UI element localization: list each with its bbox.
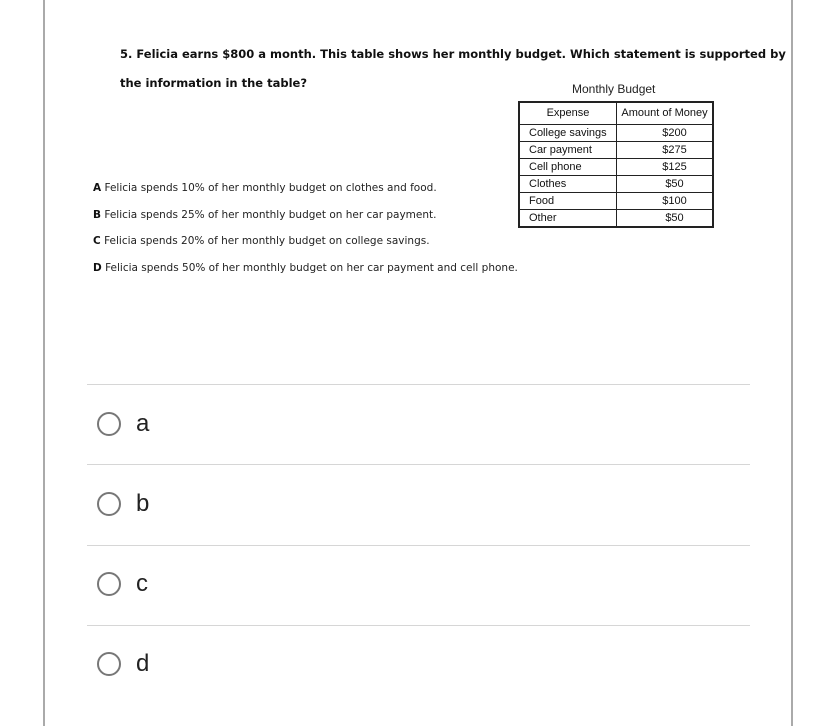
amount-cell: $125 (617, 159, 714, 176)
answer-label: b (136, 490, 150, 517)
divider (87, 545, 750, 546)
table-row (519, 176, 713, 193)
divider (87, 384, 750, 385)
choice-c (93, 235, 430, 247)
answer-option-a[interactable] (97, 404, 149, 444)
choice-a (93, 182, 437, 194)
radio-button[interactable] (97, 412, 121, 436)
choice-letter: D (93, 262, 102, 274)
expense-cell: Clothes (519, 176, 617, 193)
choice-letter: A (93, 182, 102, 194)
choice-b (93, 209, 436, 221)
table-row (519, 159, 713, 176)
divider (87, 464, 750, 465)
table-row (519, 142, 713, 159)
amount-cell: $50 (617, 176, 714, 193)
header-amount: Amount of Money (617, 102, 714, 125)
amount-cell: $100 (617, 193, 714, 210)
answer-option-d[interactable] (97, 644, 149, 684)
table-row (519, 193, 713, 210)
table-title: Monthly Budget (572, 82, 656, 96)
choice-text: Felicia spends 50% of her monthly budget on her car payment and cell phone. (105, 262, 518, 274)
divider (87, 625, 750, 626)
answer-label: a (136, 410, 150, 437)
table-row (519, 125, 713, 142)
expense-cell: Food (519, 193, 617, 210)
amount-cell: $275 (617, 142, 714, 159)
question-text-line-2: the information in the table? (120, 76, 307, 90)
radio-button[interactable] (97, 652, 121, 676)
question-text-line-1: 5. Felicia earns $800 a month. This table shows her monthly budget. Which statement is supported by (120, 47, 786, 61)
choice-text: Felicia spends 25% of her monthly budget on her car payment. (104, 209, 437, 221)
choice-text: Felicia spends 10% of her monthly budget on clothes and food. (104, 182, 437, 194)
amount-cell: $200 (617, 125, 714, 142)
choice-letter: B (93, 209, 102, 221)
amount-cell: $50 (617, 210, 714, 228)
budget-table (518, 101, 714, 228)
answer-label: c (136, 570, 148, 597)
radio-button[interactable] (97, 492, 121, 516)
answer-option-c[interactable] (97, 564, 148, 604)
radio-button[interactable] (97, 572, 121, 596)
choice-letter: C (93, 235, 101, 247)
expense-cell: Cell phone (519, 159, 617, 176)
answer-option-b[interactable] (97, 484, 149, 524)
expense-cell: Other (519, 210, 617, 228)
answer-label: d (136, 650, 150, 677)
table-header-row (519, 102, 713, 125)
expense-cell: Car payment (519, 142, 617, 159)
header-expense: Expense (519, 102, 617, 125)
choice-d (93, 262, 518, 274)
table-row (519, 210, 713, 228)
choice-text: Felicia spends 20% of her monthly budget on college savings. (104, 235, 430, 247)
expense-cell: College savings (519, 125, 617, 142)
